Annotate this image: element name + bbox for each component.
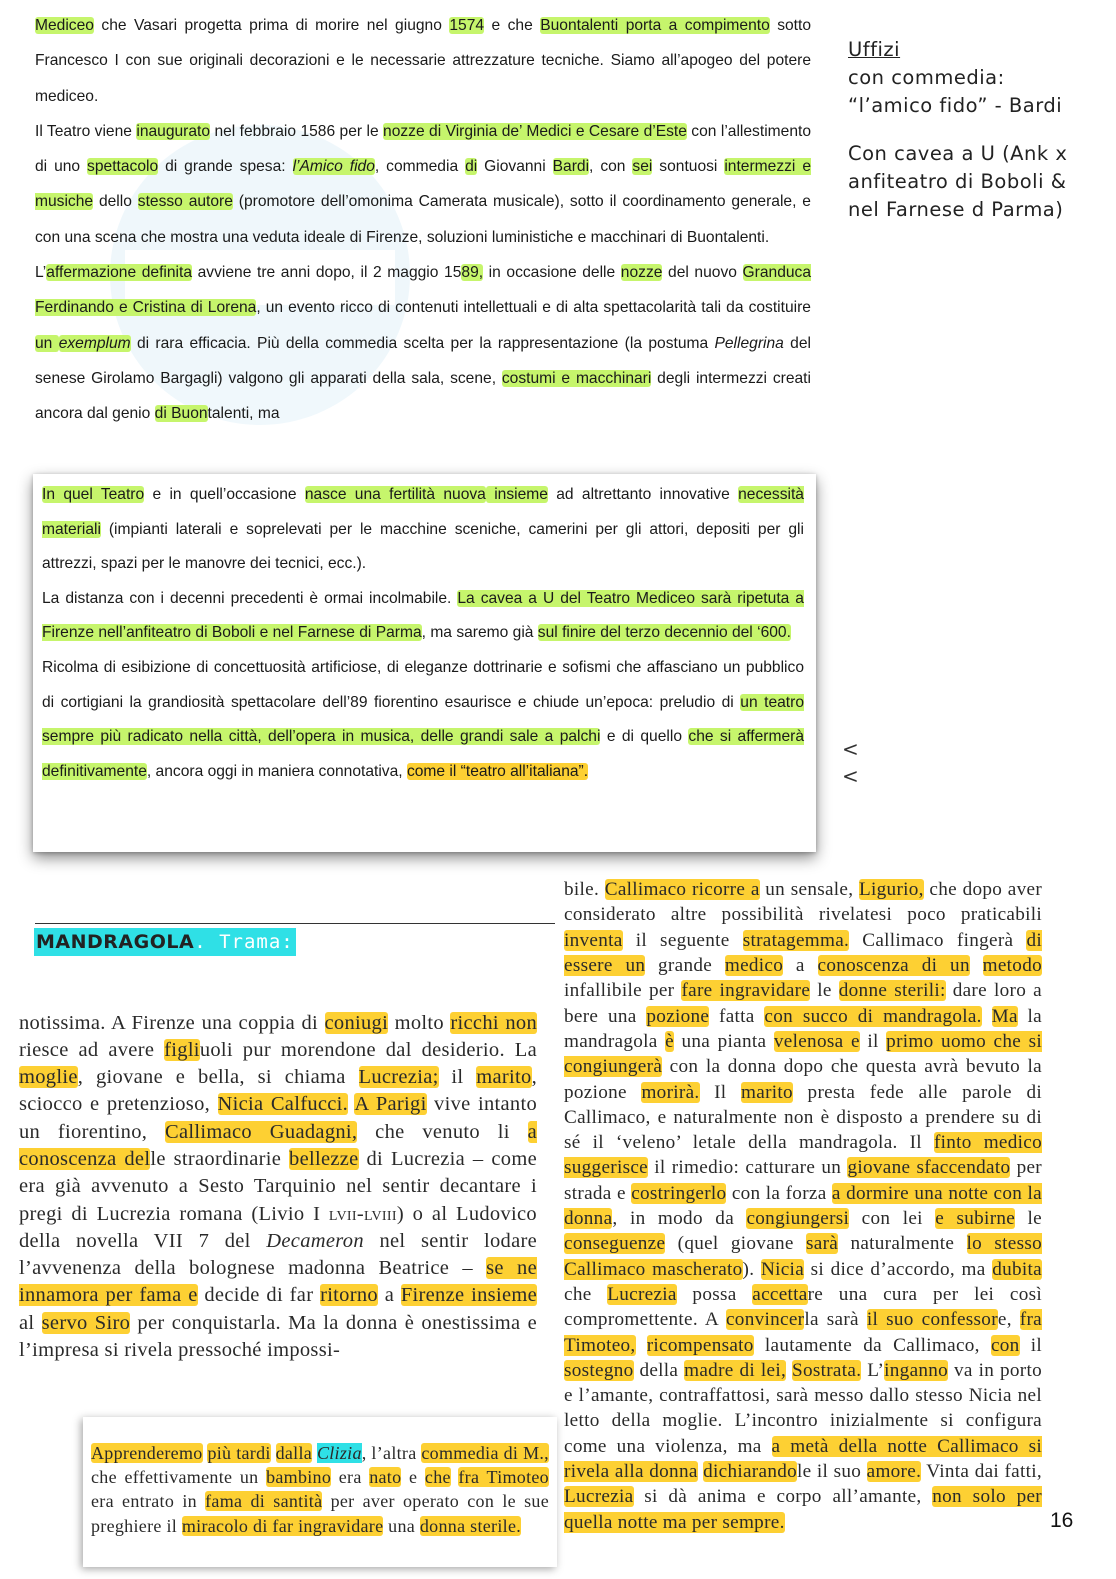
highlighted-text: Callimaco Guadagni,: [165, 1120, 358, 1143]
highlighted-text: costringerlo: [631, 1182, 727, 1204]
highlighted-text: Ligurio,: [859, 879, 924, 901]
highlighted-text: Nicia: [760, 1258, 805, 1280]
section-title: MANDRAGOLA: [36, 931, 195, 953]
highlighted-text: sei: [632, 158, 653, 176]
styled-text: lvii-lviii: [328, 1202, 397, 1225]
highlighted-text: giovane sfaccendato: [847, 1157, 1011, 1179]
highlighted-text: un teatro sempre più radicato nella città, dell’opera in musica, delle grandi sale a palchi: [42, 693, 804, 746]
highlighted-text: conseguenze: [564, 1233, 666, 1255]
highlighted-text: che: [424, 1467, 451, 1488]
paragraph: Ricolma di esibizione di concettuosità artificiose, di eleganze dottrinarie e sofismi che affasciano un pubblico di cortigiani la grandiosità spettacolare dell’89 fiorentino esaurisce e chiude un’epoca: preludio di un teatro sempre più radicato nella città, dell’opera in musica, delle grandi sale a palchi e di quello che si affermerà definitivamente, ancora oggi in maniera connotativa, come il “teatro all’italiana”.: [42, 658, 804, 780]
highlighted-text: bambino: [266, 1467, 332, 1488]
highlighted-text: figli: [164, 1038, 200, 1061]
highlighted-text: fama di santità: [205, 1491, 323, 1512]
highlighted-text: è: [665, 1030, 674, 1052]
highlighted-text: con succo di mandragola.: [764, 1005, 982, 1027]
highlighted-text: miracolo di far ingravidare: [181, 1515, 384, 1536]
arrow-mark: <: [842, 737, 859, 761]
highlighted-text: l’Amico fido: [292, 158, 375, 176]
highlighted-text: inventa: [564, 929, 623, 951]
highlighted-text: un: [35, 334, 59, 352]
highlighted-text: bellezze: [289, 1147, 359, 1170]
highlighted-text: A Parigi: [354, 1093, 427, 1116]
highlighted-text: lo stesso Callimaco mascherato: [564, 1233, 1042, 1280]
highlighted-text: moglie: [19, 1066, 78, 1089]
highlighted-text: Lucrezia: [564, 1486, 634, 1508]
highlighted-text: nasce una fertilità nuova: [304, 486, 486, 503]
highlighted-text: amore.: [866, 1461, 922, 1483]
highlighted-text: a conoscenza del: [19, 1120, 537, 1170]
highlighted-text: congiungersi: [746, 1208, 850, 1230]
margin-notes: [848, 36, 1088, 244]
highlighted-text: Callimaco ricorre a: [604, 879, 760, 901]
highlighted-text: La cavea a U del Teatro Mediceo sarà ripetuta a Firenze nell’anfiteatro di Boboli e nel Farnese di Parma: [42, 589, 804, 642]
highlighted-text: a metà della notte Callimaco si rivela alla donna: [564, 1435, 1042, 1483]
highlighted-text: sarà: [806, 1233, 839, 1255]
highlighted-text: donna sterile.: [419, 1515, 522, 1536]
highlighted-text: se ne innamora per fama e: [19, 1257, 537, 1307]
highlighted-text: fra Timoteo,: [564, 1309, 1042, 1356]
highlighted-text: nato: [369, 1467, 402, 1488]
highlighted-text: come il “teatro all’italiana”.: [406, 762, 589, 780]
highlighted-text: conoscenza di un: [817, 955, 970, 977]
margin-arrows: [842, 736, 859, 790]
footnote-box: [83, 1417, 557, 1567]
highlighted-text: inganno: [884, 1359, 949, 1381]
highlighted-text: finto medico suggerisce: [564, 1132, 1042, 1179]
highlighted-text: dalla: [275, 1443, 313, 1463]
note-uffizi: [848, 36, 1088, 120]
plot-text-left: [19, 989, 537, 1385]
highlighted-text: marito: [476, 1066, 532, 1089]
highlighted-text: inaugurato: [136, 122, 211, 140]
highlighted-text: Buontalenti porta a compimento: [540, 17, 770, 34]
highlighted-text: costumi e macchinari: [501, 369, 652, 387]
highlight-box-text: [42, 478, 804, 789]
section-subtitle: . Trama:: [194, 931, 294, 953]
highlighted-text: e subirne: [935, 1208, 1016, 1230]
highlighted-text: morirà.: [641, 1081, 700, 1103]
paragraph: In quel Teatro e in quell’occasione nasce una fertilità nuova insieme ad altrettanto innovative necessità materiali (impianti laterali e soprelevati per le macchine sceniche, camerini per gli attori, depositi per gli attrezzi, spazi per le manovre dei tecnici, ecc.).: [42, 486, 804, 573]
page-number: 16: [1050, 1509, 1074, 1532]
highlighted-text: sul finire del terzo decennio del ‘600.: [537, 624, 791, 642]
highlighted-text: Sostrata.: [791, 1359, 862, 1381]
highlighted-text: pozione: [646, 1005, 710, 1027]
paragraph: Apprenderemo più tardi dalla Clizia, l’altra commedia di M., che effettivamente un bambino era nato e che fra Timoteo era entrato in fama di santità per aver operato con le sue preghiere il miracolo di far ingravidare una donna sterile.: [91, 1443, 550, 1536]
note-uffizi-title: Uffizi: [848, 38, 901, 61]
highlighted-text: marito: [741, 1081, 793, 1103]
highlighted-text: metodo: [982, 955, 1042, 977]
highlighted-text: velenosa e: [773, 1030, 860, 1052]
footnote-text: [91, 1423, 549, 1556]
paragraph: bile. Callimaco ricorre a un sensale, Ligurio, che dopo aver considerato altre possibilità rivelatesi poco praticabili inventa il seguente stratagemma. Callimaco fingerà di essere un grande medico a conoscenza di un metodo infallibile per fare ingravidare le donne sterili: dare loro a bere una pozione fatta con succo di mandragola. Ma la mandragola è una pianta velenosa e il primo uomo che si congiungerà con la donna dopo che questa avrà bevuto la pozione morirà. Il marito presta fede alle parole di Callimaco, e naturalmente non è disposto a prendere su di sé il ‘veleno’ letale della mandragola. Il finto medico suggerisce il rimedio: catturare un giovane sfaccendato per strada e costringerlo con la forza a dormire una notte con la donna, in modo da congiungersi con lei e subirne le conseguenze (quel giovane sarà naturalmente lo stesso Callimaco mascherato). Nicia si dice d’accordo, ma dubita che Lucrezia possa accettare una cura per lei così compromettente. A convincerla sarà il suo confessore, fra Timoteo, ricompensato lautamente da Callimaco, con il sostegno della madre di lei, Sostrata. L’inganno va in porto e l’amante, contraffattosi, sarà messo dallo stesso Nicia nel letto della moglie. L’incontro inizialmente si configura come una violenza, ma a metà della notte Callimaco si rivela alla donna dichiarandole il suo amore. Vinta dai fatti, Lucrezia si dà anima e corpo all’amante, non solo per quella notte ma per sempre.: [564, 879, 1043, 1533]
highlighted-text: Nicia Calfucci.: [217, 1093, 349, 1116]
highlighted-text: In quel Teatro: [42, 486, 145, 503]
styled-text: Pellegrina: [714, 334, 784, 352]
arrow-mark: <: [842, 764, 859, 788]
highlighted-text: stesso autore: [137, 193, 233, 211]
highlighted-text: exemplum: [58, 334, 131, 352]
highlighted-text: ricompensato: [646, 1334, 754, 1356]
section-heading: [34, 928, 296, 956]
highlighted-text: dichiarando: [703, 1461, 797, 1483]
highlighted-text: che si affermerà definitivamente: [42, 728, 804, 780]
highlighted-text: donne sterili:: [838, 980, 946, 1002]
highlighted-text: Lucrezia;: [358, 1066, 439, 1089]
highlighted-text: servo Siro: [41, 1311, 131, 1334]
highlighted-text: insieme: [485, 486, 548, 503]
paragraph: Mediceo che Vasari progetta prima di morire nel giugno 1574 e che Buontalenti porta a compimento sotto Francesco I con sue originali decorazioni e le necessarie attrezzature tecniche. Siamo all’apogeo del potere mediceo.: [35, 17, 812, 105]
highlighted-text: di essere un: [564, 929, 1042, 977]
highlighted-text: non solo per quella notte ma per sempre.: [564, 1486, 1042, 1533]
highlighted-text: Ma: [991, 1005, 1018, 1027]
highlighted-text: Apprenderemo: [91, 1443, 203, 1463]
highlighted-text: madre di lei,: [684, 1359, 787, 1381]
highlighted-text: Mediceo: [35, 17, 94, 34]
highlighted-text: accetta: [752, 1283, 808, 1305]
main-text-top: [35, 8, 811, 432]
highlighted-text: Bardi: [552, 158, 590, 176]
highlighted-text: fra Timoteo: [458, 1467, 549, 1488]
highlighted-text: ricchi non: [450, 1011, 538, 1034]
plot-text-right: [564, 858, 1042, 1554]
paragraph: Il Teatro viene inaugurato nel febbraio 1586 per le nozze di Virginia de’ Medici e Cesare d’Este con l’allestimento di uno spettacolo di grande spesa: l’Amico fido, commedia di Giovanni Bardi, con sei sontuosi intermezzi e musiche dello stesso autore (promotore dell’omonima Camerata musicale), sotto il coordinamento generale, e con una scena che mostra una veduta ideale di Firenze, soluzioni luministiche e macchinari di Buontalenti.: [35, 122, 811, 246]
highlighted-text: nozze di Virginia de’ Medici e Cesare d’Este: [383, 122, 687, 140]
note-uffizi-body: con commedia: “l’amico fido” - Bardi: [848, 66, 1063, 117]
highlighted-text: spettacolo: [87, 158, 159, 176]
highlighted-text: nozze: [620, 264, 663, 282]
highlighted-text: ritorno: [320, 1284, 378, 1307]
styled-text: Decameron: [266, 1229, 364, 1252]
highlighted-text: con: [990, 1334, 1020, 1356]
highlighted-text: convincer: [725, 1309, 805, 1331]
highlighted-text: intermezzi e musiche: [35, 158, 811, 211]
highlight-box: [33, 474, 816, 852]
highlighted-text: il suo confessor: [866, 1309, 998, 1331]
highlighted-text: più tardi: [207, 1443, 271, 1463]
highlighted-text: dubita: [992, 1258, 1042, 1280]
highlighted-text: primo uomo che si congiungerà: [564, 1030, 1042, 1078]
highlighted-text: Clizia: [316, 1443, 362, 1463]
highlighted-text: commedia di M.,: [421, 1443, 549, 1463]
highlighted-text: coniugi: [324, 1011, 389, 1034]
highlighted-text: Granduca Ferdinando e Cristina di Lorena: [35, 264, 812, 317]
highlighted-text: sostegno: [564, 1359, 634, 1381]
paragraph: L’affermazione definita avviene tre anni dopo, il 2 maggio 1589, in occasione delle nozze del nuovo Granduca Ferdinando e Cristina di Lorena, un evento ricco di contenuti intellettuali e di alta spettacolarità tali da costituire un exemplum di rara efficacia. Più della commedia scelta per la rappresentazione (la postuma Pellegrina del senese Girolamo Bargagli) valgono gli apparati della sala, scene, costumi e macchinari degli intermezzi creati ancora dal genio di Buontalenti, ma: [35, 264, 812, 423]
highlighted-text: affermazione definita: [46, 264, 193, 282]
paragraph: notissima. A Firenze una coppia di coniugi molto ricchi non riesce ad avere figliuoli pur morendone dal desiderio. La moglie, giovane e bella, si chiama Lucrezia; il marito, sciocco e pretenzioso, Nicia Calfucci. A Parigi vive intanto un fiorentino, Callimaco Guadagni, che venuto li a conoscenza delle straordinarie bellezze di Lucrezia – come era già avvenuto a Sesto Tarquinio nel sentir decantare i pregi di Lucrezia romana (Livio I lvii-lviii) o al Ludovico della novella VII 7 del Decameron nel sentir lodare l’avvenenza della bolognese madonna Beatrice – se ne innamora per fama e decide di far ritorno a Firenze insieme al servo Siro per conquistarla. Ma la donna è onestissima e l’impresa si rivela pressoché impossi-: [19, 1011, 538, 1362]
highlighted-text: 89,: [461, 264, 484, 282]
note-cavea: Con cavea a U (Ank x anfiteatro di Boboli & nel Farnese d Parma): [848, 142, 1068, 221]
highlighted-text: Firenze insieme: [400, 1284, 537, 1307]
highlighted-text: fare ingravidare: [681, 980, 811, 1002]
highlighted-text: 1574: [449, 17, 485, 34]
highlighted-text: di Buon: [154, 405, 208, 423]
highlighted-text: a dormire una notte con la donna: [564, 1182, 1042, 1230]
highlighted-text: necessità materiali: [42, 486, 804, 538]
highlighted-text: Lucrezia: [607, 1283, 677, 1305]
section-divider: [35, 923, 555, 924]
highlighted-text: medico: [724, 955, 784, 977]
highlighted-text: stratagemma.: [742, 929, 850, 951]
highlighted-text: di: [465, 158, 478, 176]
paragraph: La distanza con i decenni precedenti è ormai incolmabile. La cavea a U del Teatro Mediceo sarà ripetuta a Firenze nell’anfiteatro di Boboli e nel Farnese di Parma, ma saremo già sul finire del terzo decennio del ‘600.: [42, 589, 804, 642]
